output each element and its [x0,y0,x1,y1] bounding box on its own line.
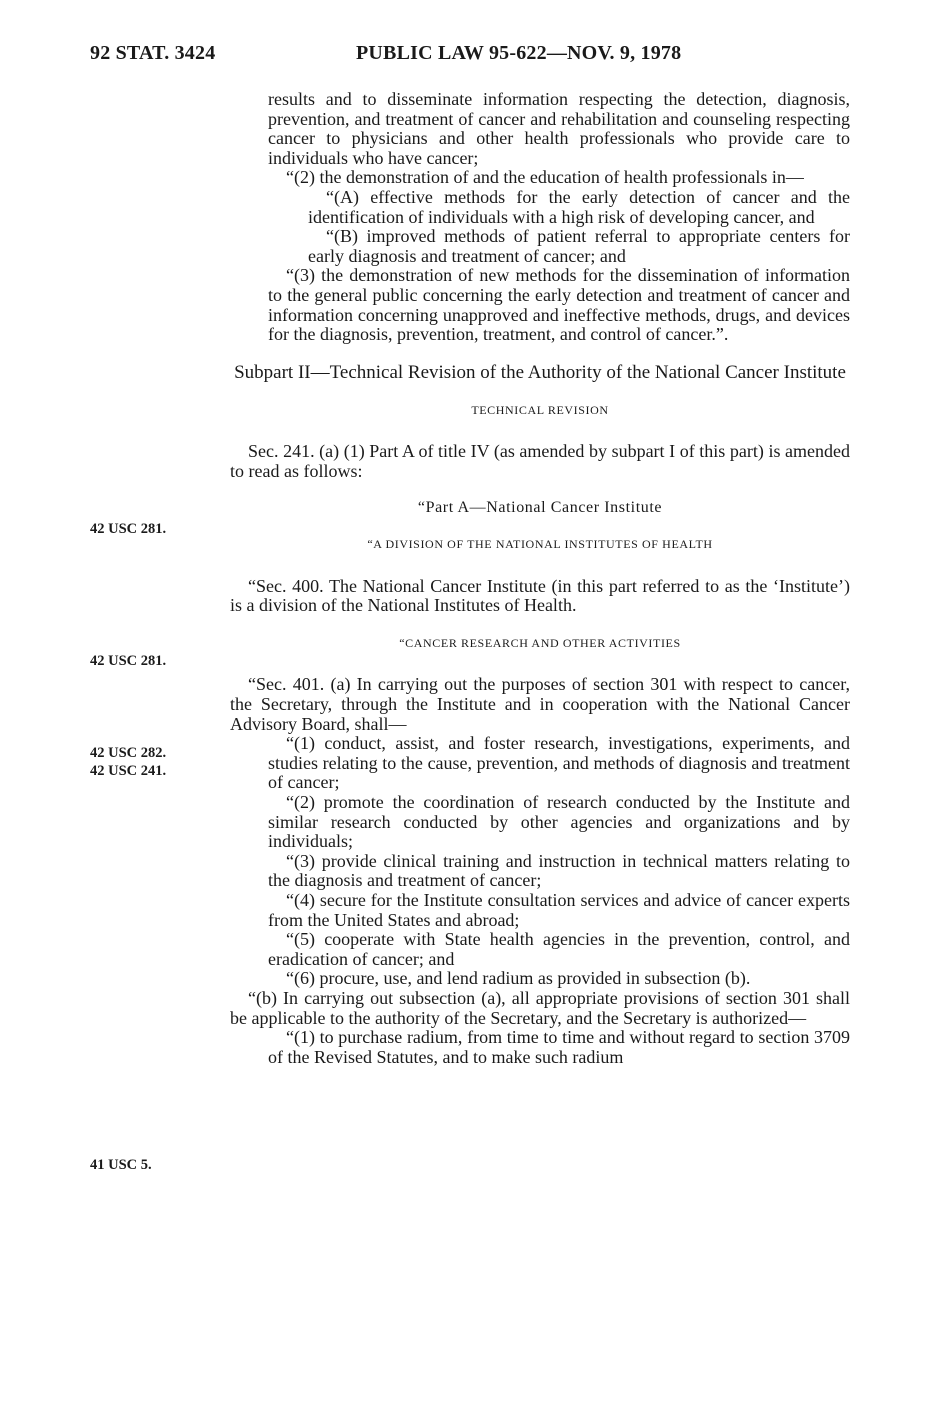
paragraph-sec-400: “Sec. 400. The National Cancer Institute (in this part referred to as the ‘Institute’) is a division of the National Institutes of Health. [230,575,850,616]
paragraph-401-item-1: “(1) conduct, assist, and foster research, investigations, experiments, and studies relating to the cause, prevention, and methods of diagnosis and treatment of cancer; [268,733,850,793]
paragraph-401-item-4: “(4) secure for the Institute consultation services and advice of cancer experts from the United States and abroad; [268,890,850,930]
part-a-heading: “Part A—National Cancer Institute [417,498,663,516]
paragraph-item-b: “(B) improved methods of patient referral to appropriate centers for early diagnosis and treatment of cancer; and [308,226,850,266]
page-title: PUBLIC LAW 95-622—NOV. 9, 1978 [356,42,682,64]
margin-note-42-usc-281-b: 42 USC 281. [90,653,167,669]
paragraph-sec-241: Sec. 241. (a) (1) Part A of title IV (as amended by subpart I of this part) is amended to read as follows: [230,441,850,481]
paragraph-401-b-item-1: “(1) to purchase radium, from time to time and without regard to section 3709 of the Revised Statutes, and to make such radium [268,1027,850,1067]
margin-note-42-usc-281-a: 42 USC 281. [90,521,167,537]
section-heading-technical-revision: TECHNICAL REVISION [471,402,609,417]
paragraph-continuation: results and to disseminate information respecting the detection, diagnosis, prevention, and treatment of cancer and rehabilitation and counseling respecting cancer to physicians and other health professionals who provide care to individuals who have cancer; [268,89,850,168]
margin-note-42-usc-241: 42 USC 241. [90,763,167,779]
subpart-heading: Subpart II—Technical Revision of the Authority of the National Cancer Institute [234,361,846,383]
division-heading: “A DIVISION OF THE NATIONAL INSTITUTES OF HEALTH [367,537,713,552]
paragraph-item-2: “(2) the demonstration of and the education of health professionals in— [286,167,804,188]
cancer-research-heading: “CANCER RESEARCH AND OTHER ACTIVITIES [399,635,681,650]
statute-reference: 92 STAT. 3424 [90,42,216,64]
paragraph-item-a: “(A) effective methods for the early detection of cancer and the identification of individuals with a high risk of developing cancer, and [308,186,850,227]
paragraph-401-item-2: “(2) promote the coordination of research conducted by the Institute and similar research conducted by other agencies and organizations and by individuals; [268,792,850,852]
paragraph-sec-401: “Sec. 401. (a) In carrying out the purposes of section 301 with respect to cancer, the Secretary, through the Institute and in cooperation with the National Cancer Advisory Board, shall— [230,674,850,734]
paragraph-401-b: “(b) In carrying out subsection (a), all appropriate provisions of section 301 shall be applicable to the authority of the Secretary, and the Secretary is authorized— [230,987,850,1028]
paragraph-401-item-3: “(3) provide clinical training and instruction in technical matters relating to the diagnosis and treatment of cancer; [268,850,850,891]
paragraph-item-3: “(3) the demonstration of new methods for the dissemination of information to the general public concerning the early detection and treatment of cancer and information concerning unapproved and ineffective methods, drugs, and devices for the diagnosis, prevention, treatment, and control of cancer.”. [268,265,850,345]
margin-note-42-usc-282: 42 USC 282. [90,745,167,761]
paragraph-401-item-5: “(5) cooperate with State health agencies in the prevention, control, and eradication of cancer; and [268,929,850,969]
margin-note-41-usc-5: 41 USC 5. [90,1157,152,1173]
document-body [230,90,850,1067]
paragraph-401-item-6: “(6) procure, use, and lend radium as provided in subsection (b). [286,968,751,989]
